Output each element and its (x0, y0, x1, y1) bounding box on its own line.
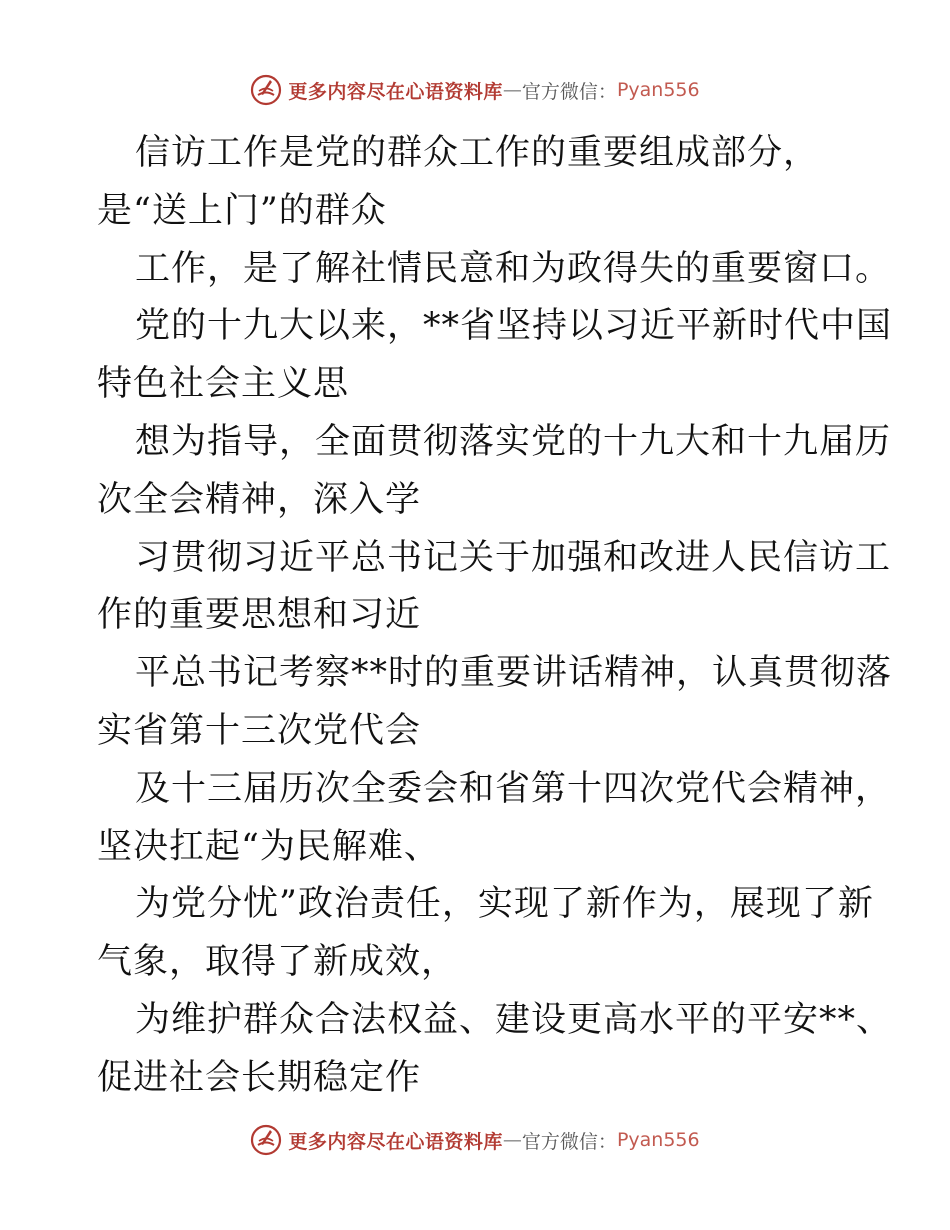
text-line: 实省第十三次党代会 (97, 710, 422, 751)
banner-wechat-id: Pyan556 (616, 79, 700, 101)
text-line: 习贯彻习近平总书记关于加强和改进人民信访工 (135, 537, 892, 578)
text-line: 坚决扛起“为民解难、 (97, 826, 440, 867)
header-banner (0, 70, 950, 110)
text-line: 是“送上门”的群众 (97, 190, 387, 231)
text-line: 平总书记考察**时的重要讲话精神，认真贯彻落 (135, 653, 893, 694)
text-line: 为党分忧”政治责任，实现了新作为，展现了新 (135, 884, 874, 925)
text-line: 信访工作是党的群众工作的重要组成部分， (135, 133, 820, 173)
text-line: 次全会精神，深入学 (97, 479, 422, 520)
banner-wechat-label: 官方微信： (521, 80, 617, 103)
document-body (97, 125, 893, 1108)
text-line: 党的十九大以来，**省坚持以习近平新时代中国 (135, 306, 893, 347)
text-line: 气象，取得了新成效， (97, 942, 458, 983)
banner-separator: — (502, 79, 522, 101)
text-line: 促进社会长期稳定作 (97, 1057, 422, 1098)
banner-separator: — (502, 1129, 522, 1151)
text-line: 想为指导，全面贯彻落实党的十九大和十九届历 (135, 421, 892, 462)
text-line: 及十三届历次全委会和省第十四次党代会精神， (135, 768, 892, 809)
book-quill-logo-icon (250, 1124, 282, 1156)
book-quill-logo-icon (250, 74, 282, 106)
text-line: 特色社会主义思 (97, 364, 350, 405)
text-line: 为维护群众合法权益、建设更高水平的平安**、 (135, 999, 893, 1040)
banner-wechat-id: Pyan556 (616, 1129, 700, 1151)
text-line: 工作，是了解社情民意和为政得失的重要窗口。 (135, 248, 892, 289)
banner-site-text: 更多内容尽在心语资料库 (288, 1130, 503, 1153)
text-line: 作的重要思想和习近 (97, 595, 422, 636)
footer-banner (0, 1120, 950, 1160)
banner-site-text: 更多内容尽在心语资料库 (288, 80, 503, 103)
banner-wechat-label: 官方微信： (521, 1130, 617, 1153)
